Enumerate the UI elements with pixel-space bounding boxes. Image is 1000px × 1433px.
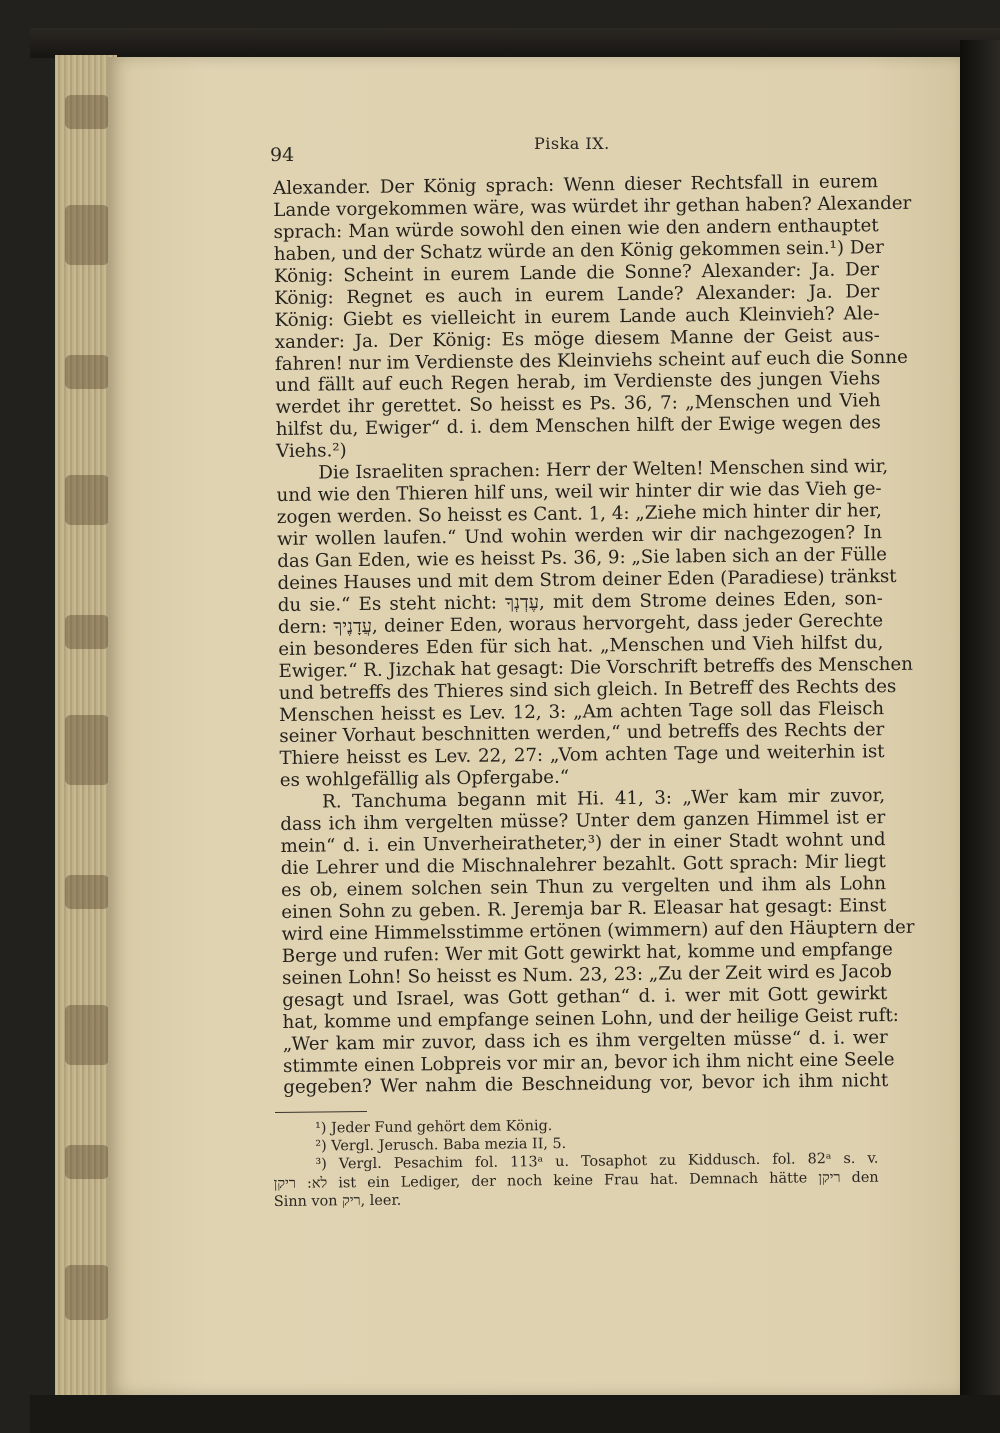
text-line: xander: Ja. Der König: Es möge diesem Manne der Geist aus- xyxy=(274,324,880,353)
text-line: dass ich ihm vergelten müsse? Unter dem ganzen Himmel ist er xyxy=(280,807,886,836)
text-line: deines Hauses und mit dem Strom deiner Eden (Paradiese) tränkst xyxy=(277,565,897,594)
text-line: ein besonderes Eden für sich hat. „Menschen und Vieh hilfst du, xyxy=(278,631,884,660)
footnote-line: ³) Vergl. Pesachim fol. 113ᵃ u. Tosaphot zu Kiddusch. fol. 82ᵃ s. v. xyxy=(315,1151,879,1173)
text-line: fahren! nur im Verdienste des Kleinviehs scheint auf euch die Sonne xyxy=(274,346,908,375)
text-line: seiner Vorhaut beschnitten werden,“ und betreffs des Rechts der xyxy=(279,719,885,748)
text-line: du sie.“ Es steht nicht: ‏עֶדְנְךָ‏, mit dem Strome deines Eden, son- xyxy=(277,587,883,616)
text-line: Alexander. Der König sprach: Wenn dieser Rechtsfall in eurem xyxy=(273,171,879,199)
text-line: gegeben? Wer nahm die Beschneidung vor, bevor ich ihm nicht xyxy=(283,1070,889,1099)
footnote-line: ‏לא‏: ‏ריקן‏ ist ein Lediger, der noch keine Frau hat. Demnach hätte ‏ריקן‏ den xyxy=(273,1169,879,1192)
text-line: hat, komme und empfange seinen Lohn, und der heilige Geist ruft: xyxy=(282,1004,899,1033)
text-line: Menschen heisst es Lev. 12, 3: „Am achten Tage soll das Fleisch xyxy=(278,697,885,726)
text-line: seinen Lohn! So heisst es Num. 23, 23: „Zu der Zeit wird es Jacob xyxy=(281,960,892,989)
text-line: „Wer kam mir zuvor, dass ich es ihm vergelten müsse“ d. i. wer xyxy=(282,1026,888,1055)
text-line: haben, und der Schatz würde an den König gekommen sein.¹) Der xyxy=(273,236,884,265)
text-line: und betreffs des Thieres sind sich gleich. In Betreff des Rechts des xyxy=(278,675,897,704)
text-line: Die Israeliten sprachen: Herr der Welten! Menschen sind wir, xyxy=(318,456,889,484)
page-number: 94 xyxy=(270,144,295,166)
text-line: König: Regnet es auch in eurem Lande? Alexander: Ja. Der xyxy=(274,280,880,309)
text-line: hilfst du, Ewiger“ d. i. dem Menschen hilft der Ewige wegen des xyxy=(275,412,881,441)
background-bottom xyxy=(30,1395,1000,1433)
text-line: mein“ d. i. ein Unverheiratheter,³) der in einer Stadt wohnt und xyxy=(280,829,886,858)
text-line: es wohlgefällig als Opfergabe.“ xyxy=(279,766,570,792)
text-line: dern: ‏עֲדָנֶיךָ‏, deiner Eden, woraus hervorgeht, dass jeder Gerechte xyxy=(277,609,884,638)
text-line: werdet ihr gerettet. So heisst es Ps. 36, 7: „Menschen und Vieh xyxy=(275,390,881,419)
footnote-line: ¹) Jeder Fund gehört dem König. xyxy=(315,1118,553,1137)
text-line: R. Tanchuma begann mit Hi. 41, 3: „Wer kam mir zuvor, xyxy=(321,785,886,813)
text-line: die Lehrer und die Mischnalehrer bezahlt. Gott sprach: Mir liegt xyxy=(280,851,886,880)
text-line: König: Giebt es vielleicht in eurem Lande auch Kleinvieh? Ale- xyxy=(274,302,880,331)
text-line: einen Sohn zu geben. R. Jeremja bar R. Eleasar hat gesagt: Einst xyxy=(281,895,887,923)
footnotes xyxy=(273,1114,879,1211)
footnote-line: ²) Vergl. Jerusch. Baba mezia II, 5. xyxy=(315,1136,567,1155)
page-header xyxy=(270,132,880,172)
text-line: Thiere heisst es Lev. 22, 27: „Vom achten Tage und weiterhin ist xyxy=(279,741,885,770)
text-line: König: Scheint in eurem Lande die Sonne? Alexander: Ja. Der xyxy=(273,258,880,287)
text-line: sprach: Man würde sowohl den einen wie den andern enthauptet xyxy=(273,215,879,243)
binding-board xyxy=(30,28,1000,58)
text-line: stimmte einen Lobpreis vor mir an, bevor ich ihm nicht eine Seele xyxy=(282,1048,895,1077)
text-line: Berge und rufen: Wer mit Gott gewirkt hat, komme und empfange xyxy=(281,938,894,967)
text-line: wir wollen laufen.“ Und wohin werden wir dir nachgezogen? In xyxy=(276,522,883,550)
text-line: zogen werden. So heisst es Cant. 1, 4: „Ziehe mich hinter dir her, xyxy=(276,500,882,529)
text-line: Viehs.²) xyxy=(275,440,347,463)
text-line: gesagt und Israel, was Gott gethan“ d. i. wer mit Gott gewirkt xyxy=(282,982,888,1011)
text-line: Ewiger.“ R. Jizchak hat gesagt: Die Vorschrift betreffs des Menschen xyxy=(278,653,914,682)
main-text xyxy=(273,171,915,1099)
running-head: Piska IX. xyxy=(534,134,610,153)
facing-page-shadow xyxy=(960,40,1000,1400)
footnote-line: Sinn von ‏ריק‏, leer. xyxy=(273,1192,402,1210)
text-line: wird eine Himmelsstimme ertönen (wimmern) auf den Häuptern der xyxy=(281,916,915,945)
text-line: es ob, einem solchen sein Thun zu vergelten und ihm als Lohn xyxy=(280,873,887,901)
text-line: das Gan Eden, wie es heisst Ps. 36, 9: „Sie laben sich an der Fülle xyxy=(277,543,888,572)
text-line: Lande vorgekommen wäre, was würdet ihr gethan haben? Alexander xyxy=(273,192,912,221)
text-line: und wie den Thieren hilf uns, weil wir hinter dir wie das Vieh ge- xyxy=(276,478,882,507)
text-line: und fällt auf euch Regen herab, im Verdienste des jungen Viehs xyxy=(275,368,881,397)
